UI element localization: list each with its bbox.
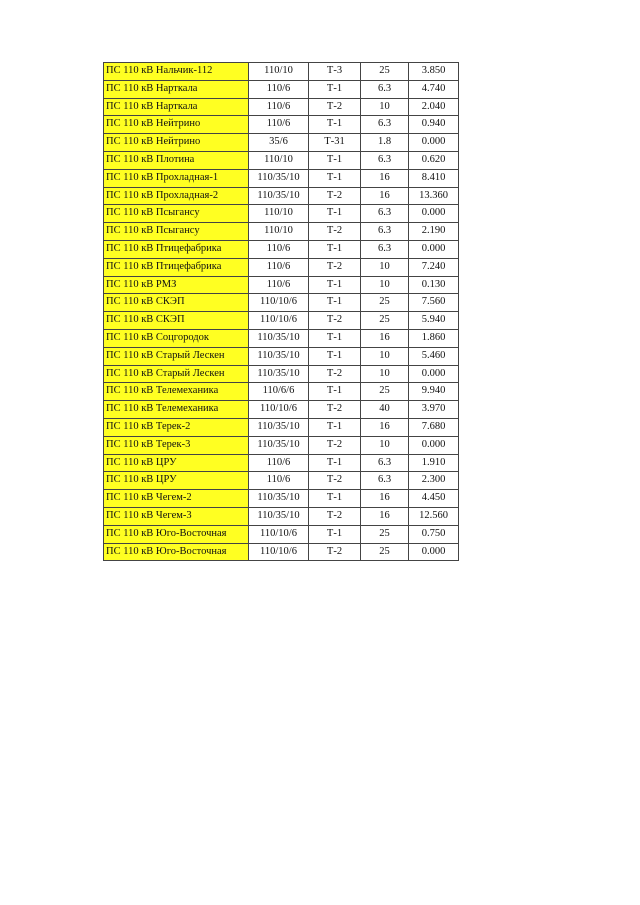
transformer-cell: Т-2 [309, 472, 361, 490]
load-cell: 8.410 [409, 169, 459, 187]
load-cell: 0.750 [409, 525, 459, 543]
transformer-cell: Т-2 [309, 401, 361, 419]
voltage-cell: 110/10/6 [249, 525, 309, 543]
load-cell: 0.940 [409, 116, 459, 134]
table-row [104, 543, 459, 561]
table-row [104, 401, 459, 419]
substation-name-cell: ПС 110 кВ Телемеханика [104, 383, 249, 401]
voltage-cell: 110/35/10 [249, 347, 309, 365]
power-cell: 10 [361, 276, 409, 294]
power-cell: 6.3 [361, 454, 409, 472]
power-cell: 6.3 [361, 80, 409, 98]
voltage-cell: 110/6 [249, 472, 309, 490]
load-cell: 7.240 [409, 258, 459, 276]
voltage-cell: 110/35/10 [249, 187, 309, 205]
table-row [104, 312, 459, 330]
voltage-cell: 110/10 [249, 63, 309, 81]
load-cell: 0.000 [409, 543, 459, 561]
substation-name-cell: ПС 110 кВ Чегем-2 [104, 490, 249, 508]
voltage-cell: 110/6 [249, 276, 309, 294]
transformer-cell: Т-2 [309, 365, 361, 383]
transformer-cell: Т-1 [309, 418, 361, 436]
substation-name-cell: ПС 110 кВ Нарткала [104, 80, 249, 98]
voltage-cell: 110/10 [249, 223, 309, 241]
voltage-cell: 110/6 [249, 98, 309, 116]
power-cell: 6.3 [361, 116, 409, 134]
power-cell: 6.3 [361, 240, 409, 258]
transformer-cell: Т-3 [309, 63, 361, 81]
substation-name-cell: ПС 110 кВ Соцгородок [104, 329, 249, 347]
substation-name-cell: ПС 110 кВ Старый Лескен [104, 347, 249, 365]
power-cell: 10 [361, 365, 409, 383]
table-row [104, 63, 459, 81]
load-cell: 0.130 [409, 276, 459, 294]
transformer-cell: Т-2 [309, 507, 361, 525]
transformer-cell: Т-2 [309, 258, 361, 276]
load-cell: 0.000 [409, 240, 459, 258]
load-cell: 1.910 [409, 454, 459, 472]
load-cell: 7.560 [409, 294, 459, 312]
voltage-cell: 110/6 [249, 116, 309, 134]
substation-name-cell: ПС 110 кВ Юго-Восточная [104, 525, 249, 543]
transformer-cell: Т-1 [309, 294, 361, 312]
substation-name-cell: ПС 110 кВ Нейтрино [104, 134, 249, 152]
voltage-cell: 110/6/6 [249, 383, 309, 401]
table-row [104, 525, 459, 543]
substation-table-body [104, 63, 459, 561]
load-cell: 9.940 [409, 383, 459, 401]
load-cell: 3.970 [409, 401, 459, 419]
load-cell: 3.850 [409, 63, 459, 81]
load-cell: 0.000 [409, 134, 459, 152]
voltage-cell: 110/10/6 [249, 312, 309, 330]
substation-name-cell: ПС 110 кВ Чегем-3 [104, 507, 249, 525]
table-row [104, 223, 459, 241]
power-cell: 16 [361, 329, 409, 347]
power-cell: 25 [361, 312, 409, 330]
load-cell: 7.680 [409, 418, 459, 436]
substation-name-cell: ПС 110 кВ Прохладная-2 [104, 187, 249, 205]
voltage-cell: 110/35/10 [249, 329, 309, 347]
transformer-cell: Т-1 [309, 169, 361, 187]
voltage-cell: 110/35/10 [249, 436, 309, 454]
voltage-cell: 110/6 [249, 80, 309, 98]
substation-name-cell: ПС 110 кВ Юго-Восточная [104, 543, 249, 561]
power-cell: 10 [361, 258, 409, 276]
substation-name-cell: ПС 110 кВ Плотина [104, 151, 249, 169]
transformer-cell: Т-1 [309, 490, 361, 508]
substation-table [103, 62, 459, 561]
power-cell: 25 [361, 383, 409, 401]
transformer-cell: Т-31 [309, 134, 361, 152]
voltage-cell: 110/35/10 [249, 490, 309, 508]
power-cell: 16 [361, 418, 409, 436]
substation-name-cell: ПС 110 кВ Птицефабрика [104, 258, 249, 276]
power-cell: 40 [361, 401, 409, 419]
load-cell: 0.000 [409, 205, 459, 223]
table-row [104, 454, 459, 472]
transformer-cell: Т-1 [309, 329, 361, 347]
power-cell: 6.3 [361, 472, 409, 490]
power-cell: 10 [361, 436, 409, 454]
table-row [104, 383, 459, 401]
transformer-cell: Т-1 [309, 454, 361, 472]
load-cell: 0.620 [409, 151, 459, 169]
substation-name-cell: ПС 110 кВ Нарткала [104, 98, 249, 116]
substation-name-cell: ПС 110 кВ Нальчик-112 [104, 63, 249, 81]
table-row [104, 240, 459, 258]
voltage-cell: 110/6 [249, 258, 309, 276]
table-row [104, 347, 459, 365]
table-row [104, 187, 459, 205]
transformer-cell: Т-1 [309, 240, 361, 258]
power-cell: 16 [361, 507, 409, 525]
substation-name-cell: ПС 110 кВ ЦРУ [104, 454, 249, 472]
table-row [104, 418, 459, 436]
substation-name-cell: ПС 110 кВ Нейтрино [104, 116, 249, 134]
power-cell: 10 [361, 347, 409, 365]
substation-name-cell: ПС 110 кВ Псыгансу [104, 223, 249, 241]
transformer-cell: Т-2 [309, 436, 361, 454]
substation-name-cell: ПС 110 кВ РМЗ [104, 276, 249, 294]
table-row [104, 134, 459, 152]
transformer-cell: Т-1 [309, 276, 361, 294]
transformer-cell: Т-1 [309, 383, 361, 401]
power-cell: 16 [361, 187, 409, 205]
voltage-cell: 110/10/6 [249, 401, 309, 419]
table-row [104, 80, 459, 98]
transformer-cell: Т-1 [309, 116, 361, 134]
power-cell: 16 [361, 490, 409, 508]
power-cell: 10 [361, 98, 409, 116]
substation-name-cell: ПС 110 кВ Терек-2 [104, 418, 249, 436]
table-row [104, 490, 459, 508]
substation-name-cell: ПС 110 кВ Псыгансу [104, 205, 249, 223]
voltage-cell: 110/6 [249, 454, 309, 472]
table-row [104, 436, 459, 454]
load-cell: 0.000 [409, 365, 459, 383]
voltage-cell: 110/10/6 [249, 543, 309, 561]
load-cell: 5.940 [409, 312, 459, 330]
table-row [104, 365, 459, 383]
power-cell: 25 [361, 294, 409, 312]
load-cell: 1.860 [409, 329, 459, 347]
load-cell: 4.450 [409, 490, 459, 508]
load-cell: 13.360 [409, 187, 459, 205]
voltage-cell: 110/35/10 [249, 507, 309, 525]
voltage-cell: 110/10/6 [249, 294, 309, 312]
substation-name-cell: ПС 110 кВ ЦРУ [104, 472, 249, 490]
load-cell: 5.460 [409, 347, 459, 365]
table-row [104, 205, 459, 223]
table-row [104, 151, 459, 169]
voltage-cell: 110/10 [249, 205, 309, 223]
voltage-cell: 35/6 [249, 134, 309, 152]
transformer-cell: Т-1 [309, 347, 361, 365]
substation-name-cell: ПС 110 кВ Прохладная-1 [104, 169, 249, 187]
power-cell: 6.3 [361, 223, 409, 241]
load-cell: 4.740 [409, 80, 459, 98]
table-row [104, 294, 459, 312]
voltage-cell: 110/35/10 [249, 169, 309, 187]
substation-name-cell: ПС 110 кВ СКЭП [104, 294, 249, 312]
table-row [104, 329, 459, 347]
table-row [104, 276, 459, 294]
substation-name-cell: ПС 110 кВ СКЭП [104, 312, 249, 330]
substation-name-cell: ПС 110 кВ Птицефабрика [104, 240, 249, 258]
voltage-cell: 110/35/10 [249, 365, 309, 383]
power-cell: 1.8 [361, 134, 409, 152]
table-row [104, 98, 459, 116]
transformer-cell: Т-1 [309, 151, 361, 169]
voltage-cell: 110/10 [249, 151, 309, 169]
power-cell: 16 [361, 169, 409, 187]
substation-name-cell: ПС 110 кВ Старый Лескен [104, 365, 249, 383]
transformer-cell: Т-2 [309, 98, 361, 116]
voltage-cell: 110/35/10 [249, 418, 309, 436]
transformer-cell: Т-1 [309, 205, 361, 223]
transformer-cell: Т-2 [309, 312, 361, 330]
transformer-cell: Т-1 [309, 525, 361, 543]
power-cell: 6.3 [361, 205, 409, 223]
load-cell: 0.000 [409, 436, 459, 454]
load-cell: 12.560 [409, 507, 459, 525]
transformer-cell: Т-2 [309, 543, 361, 561]
table-row [104, 169, 459, 187]
power-cell: 6.3 [361, 151, 409, 169]
load-cell: 2.190 [409, 223, 459, 241]
table-row [104, 472, 459, 490]
power-cell: 25 [361, 543, 409, 561]
transformer-cell: Т-2 [309, 223, 361, 241]
power-cell: 25 [361, 525, 409, 543]
voltage-cell: 110/6 [249, 240, 309, 258]
substation-name-cell: ПС 110 кВ Терек-3 [104, 436, 249, 454]
table-row [104, 507, 459, 525]
substation-name-cell: ПС 110 кВ Телемеханика [104, 401, 249, 419]
transformer-cell: Т-2 [309, 187, 361, 205]
load-cell: 2.300 [409, 472, 459, 490]
table-row [104, 258, 459, 276]
transformer-cell: Т-1 [309, 80, 361, 98]
table-row [104, 116, 459, 134]
power-cell: 25 [361, 63, 409, 81]
load-cell: 2.040 [409, 98, 459, 116]
